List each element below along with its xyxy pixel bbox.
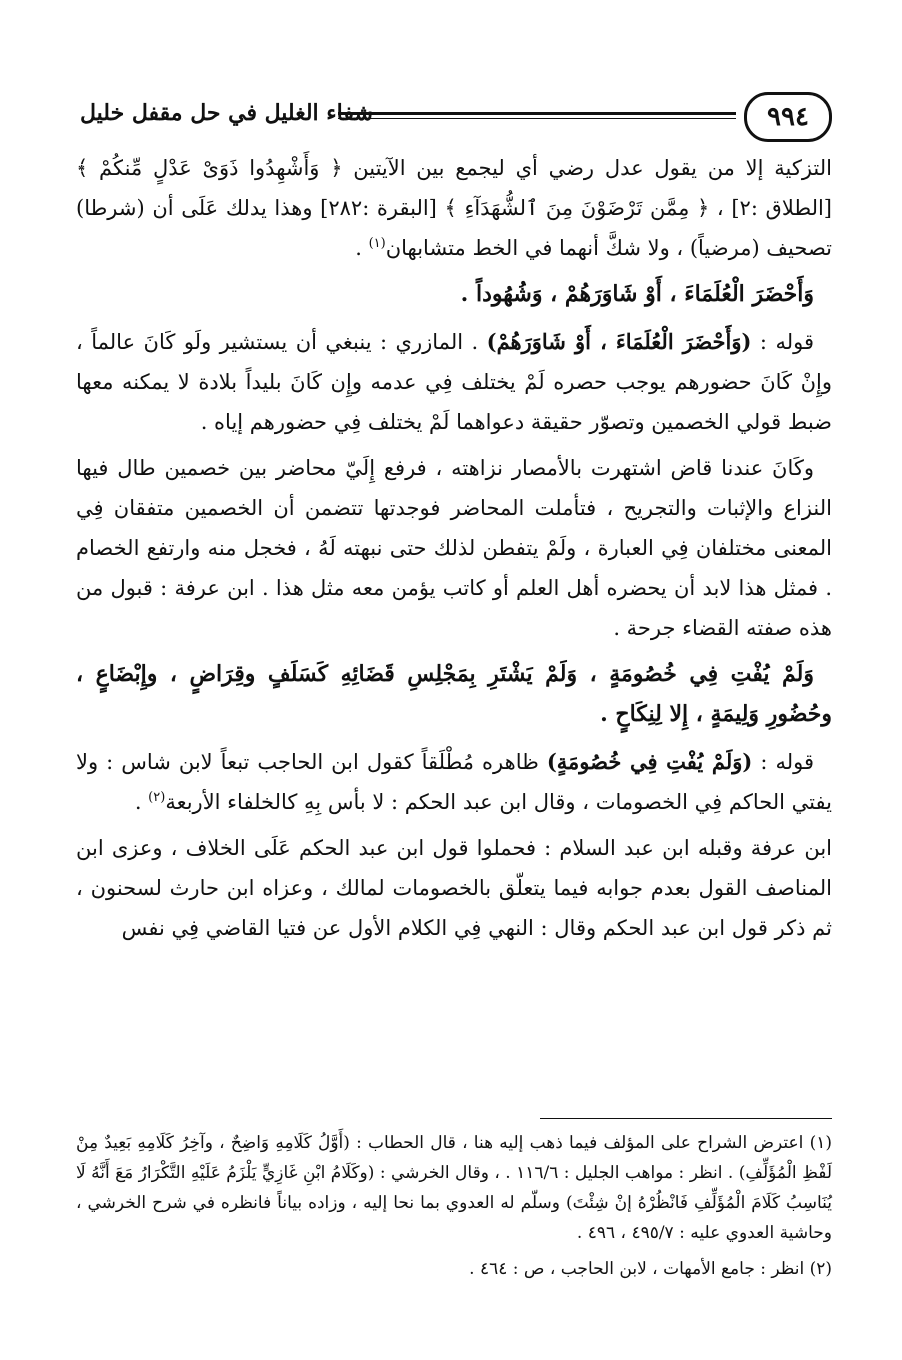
matn-text: وَلَمْ يُفْتِ فِي خُصُومَةٍ ، وَلَمْ يَشْتَرِ بِمَجْلِسِ قَضَائِهِ كَسَلَفٍ وقِرَاضٍ ، وإِبْضَاعٍ ، وحُضُورِ وَلِيمَةٍ ، إِلا لِنِكَاحٍ . xyxy=(76,661,832,727)
footnote-2: (٢) انظر : جامع الأمهات ، لابن الحاجب ، ص : ٤٦٤ . xyxy=(469,1259,832,1279)
paragraph-end: . xyxy=(355,236,369,260)
matn-quote: (وَأَحْضَرَ الْعُلَمَاءَ ، أَوْ شَاوَرَهُمْ) xyxy=(486,329,752,354)
commentary-lead: قوله : xyxy=(752,750,814,774)
footnote-ref: (٢) xyxy=(148,790,166,805)
footnote-separator xyxy=(540,1118,832,1119)
paragraph-text: . المازري : ينبغي أن يستشير ولَو كَانَ عالماً ، وإِنْ كَانَ حضورهم يوجب حصره لَمْ يختلف فِي عدمه وإِن كَانَ بليداً بلادة لا يمكنه معها ضبط قولي الخصمين وتصوّر حقيقة دعواهما لَمْ يختلف فِي حضورهم إياه . xyxy=(76,330,832,434)
paragraph-text: ظاهره مُطْلَقاً كقول ابن الحاجب تبعاً لابن شاس : ولا يفتي الحاكم فِي الخصومات ، وقال ابن عبد الحكم : لا بأس بِهِ كالخلفاء الأربعة xyxy=(76,750,832,814)
matn-quote: (وَلَمْ يُفْتِ فِي خُصُومَةٍ) xyxy=(546,749,753,774)
page-number: ٩٩٤ xyxy=(744,92,832,142)
paragraph: وكَانَ عندنا قاض اشتهرت بالأمصار نزاهته ، فرفع إِلَيّ محاضر بين خصمين طال فيها النزاع والإثبات والتجريح ، فتأملت المحاضر فوجدتها تتضمن أن الخصمين متفقان فِي المعنى مختلفان فِي العبارة ، ولَمْ يتفطن لذلك حتى نبهته لَهُ ، فخجل منه وارتفع الخصام . فمثل هذا لابد أن يحضره أهل العلم أو كاتب يؤمن معه مثل هذا . ابن عرفة : قبول من هذه صفته القضاء جرحة . xyxy=(76,456,832,640)
footnote-1: (١) اعترض الشراح على المؤلف فيما ذهب إليه هنا ، قال الحطاب : (أَوَّلُ كَلَامِهِ وَاضِحٌ ، وآخِرُ كَلَامِهِ بَعِيدٌ مِنْ لَفْظِ الْمُؤَلِّفِ) . انظر : مواهب الجليل : ١١٦/٦ . ، وقال الخرشي : (وكَلَامُ ابْنِ غَازِيٍّ يَلْزَمُ عَلَيْهِ التَّكْرَارُ مَعَ أَنَّهُ لَا يُنَاسِبُ كَلَامَ الْمُؤَلِّفِ فَانْظُرْهُ إنْ شِئْتَ) وسلّم له العدوي بما نحا إليه ، وزاده بياناً فانظره في شرح الخرشي ، وحاشية العدوي عليه : ٤٩٥/٧ ، ٤٩٦ . xyxy=(76,1133,832,1243)
paragraph xyxy=(76,742,832,822)
page-header xyxy=(80,92,832,142)
paragraph-end: . xyxy=(134,790,149,814)
main-text xyxy=(76,148,832,954)
footnotes xyxy=(76,1128,832,1290)
paragraph: ابن عرفة وقبله ابن عبد السلام : فحملوا قول ابن عبد الحكم عَلَى الخلاف ، وعزى ابن المناصف القول بعدم جوابه فيما يتعلّق بالخصومات لمالك ، وعزاه ابن حارث لسحنون ، ثم ذكر قول ابن عبد الحكم وقال : النهي فِي الكلام الأول عن فتيا القاضي فِي نفس xyxy=(76,836,832,940)
paragraph-text: التزكية إلا من يقول عدل رضي أي ليجمع بين الآيتين ﴿ وَأَشْهِدُوا ذَوَىْ عَدْلٍ مِّنكُمْ ﴾ [الطلاق :٢] ، ﴿ مِمَّن تَرْضَوْنَ مِنَ ٱلشُّهَدَآءِ ﴾ [البقرة :٢٨٢] وهذا يدلك عَلَى أن (شرطا) تصحيف (مرضياً) ، ولا شكَّ أنهما في الخط متشابهان xyxy=(76,156,832,260)
running-title: شفاء الغليل في حل مقفل خليل xyxy=(80,100,373,126)
footnote-ref: (١) xyxy=(368,236,386,251)
commentary-lead: قوله : xyxy=(751,330,814,354)
paragraph xyxy=(76,322,832,442)
matn-text: وَأَحْضَرَ الْعُلَمَاءَ ، أَوْ شَاوَرَهُمْ ، وَشُهُوداً . xyxy=(460,281,814,307)
header-rule xyxy=(338,112,736,119)
paragraph xyxy=(76,148,832,268)
